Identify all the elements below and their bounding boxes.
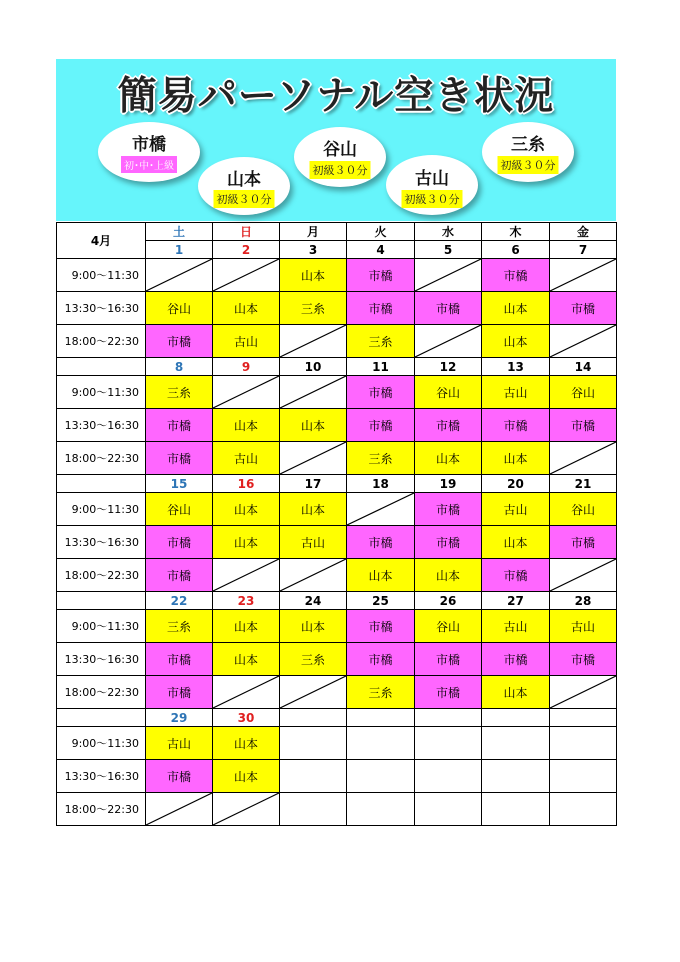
diagonal-line [213, 259, 279, 291]
empty-cell [347, 793, 415, 826]
date-cell: 15 [146, 475, 213, 493]
instructor-slot-cell: 山本 [415, 559, 482, 592]
empty-cell [550, 760, 617, 793]
date-cell: 2 [213, 241, 280, 259]
instructor-slot-cell: 山本 [213, 610, 280, 643]
instructor-slot-cell: 三糸 [280, 643, 347, 676]
instructor-slot-cell: 市橋 [146, 676, 213, 709]
unavailable-cell [213, 259, 280, 292]
instructor-slot-cell: 市橋 [415, 643, 482, 676]
diagonal-line [280, 559, 346, 591]
instructor-bubble-yamamoto [198, 157, 290, 215]
time-slot-label: 9:00～11:30 [57, 259, 146, 292]
date-row-spacer [57, 592, 146, 610]
instructor-slot-cell: 古山 [482, 493, 550, 526]
instructor-slot-cell: 市橋 [347, 526, 415, 559]
time-slot-row [57, 442, 617, 475]
unavailable-cell [550, 442, 617, 475]
unavailable-cell [550, 325, 617, 358]
diagonal-line [146, 259, 212, 291]
date-row [57, 709, 617, 727]
time-slot-label: 9:00～11:30 [57, 727, 146, 760]
instructor-slot-cell: 山本 [213, 760, 280, 793]
instructor-slot-cell: 三糸 [146, 610, 213, 643]
time-slot-row [57, 493, 617, 526]
instructor-slot-cell: 三糸 [347, 676, 415, 709]
date-cell: 23 [213, 592, 280, 610]
date-cell: 29 [146, 709, 213, 727]
instructor-slot-cell: 市橋 [482, 409, 550, 442]
instructor-slot-cell: 三糸 [280, 292, 347, 325]
instructor-slot-cell: 古山 [213, 325, 280, 358]
date-cell: 11 [347, 358, 415, 376]
instructor-slot-cell: 市橋 [146, 442, 213, 475]
diagonal-line [415, 259, 481, 291]
empty-cell [550, 727, 617, 760]
instructor-slot-cell: 谷山 [415, 610, 482, 643]
date-cell: 12 [415, 358, 482, 376]
date-cell: 4 [347, 241, 415, 259]
empty-cell [347, 727, 415, 760]
empty-cell [280, 727, 347, 760]
instructor-slot-cell: 山本 [213, 643, 280, 676]
instructor-slot-cell: 三糸 [347, 325, 415, 358]
diagonal-line [550, 676, 616, 708]
time-slot-row [57, 643, 617, 676]
unavailable-cell [280, 442, 347, 475]
time-slot-row [57, 793, 617, 826]
unavailable-cell [213, 559, 280, 592]
diagonal-line [213, 376, 279, 408]
unavailable-cell [347, 493, 415, 526]
date-cell: 5 [415, 241, 482, 259]
instructor-slot-cell: 市橋 [415, 292, 482, 325]
date-cell: 26 [415, 592, 482, 610]
diagonal-line [280, 676, 346, 708]
empty-cell [415, 727, 482, 760]
date-cell: 18 [347, 475, 415, 493]
instructor-bubble-ichihashi [98, 122, 200, 182]
unavailable-cell [550, 676, 617, 709]
instructor-slot-cell: 山本 [213, 526, 280, 559]
date-cell: 10 [280, 358, 347, 376]
time-slot-label: 9:00～11:30 [57, 610, 146, 643]
weekday-2: 日 [213, 223, 280, 241]
instructor-slot-cell: 市橋 [347, 259, 415, 292]
instructor-slot-cell: 市橋 [415, 493, 482, 526]
instructor-slot-cell: 古山 [482, 376, 550, 409]
instructor-slot-cell: 市橋 [550, 292, 617, 325]
date-cell: 22 [146, 592, 213, 610]
date-cell: 21 [550, 475, 617, 493]
instructor-slot-cell: 山本 [347, 559, 415, 592]
empty-cell [415, 760, 482, 793]
date-cell: 1 [146, 241, 213, 259]
time-slot-row [57, 610, 617, 643]
time-slot-label: 13:30～16:30 [57, 643, 146, 676]
instructor-slot-cell: 山本 [213, 493, 280, 526]
unavailable-cell [550, 559, 617, 592]
instructor-bubble-miito [482, 122, 574, 182]
instructor-slot-cell: 市橋 [415, 409, 482, 442]
date-cell: 30 [213, 709, 280, 727]
empty-cell [482, 760, 550, 793]
diagonal-line [213, 676, 279, 708]
date-cell [415, 709, 482, 727]
instructor-slot-cell: 市橋 [146, 760, 213, 793]
weekday-1: 土 [146, 223, 213, 241]
diagonal-line [280, 442, 346, 474]
diagonal-line [280, 376, 346, 408]
date-cell: 6 [482, 241, 550, 259]
unavailable-cell [213, 793, 280, 826]
instructor-slot-cell: 谷山 [550, 493, 617, 526]
date-cell: 14 [550, 358, 617, 376]
instructor-slot-cell: 山本 [482, 442, 550, 475]
unavailable-cell [213, 376, 280, 409]
time-slot-label: 13:30～16:30 [57, 292, 146, 325]
date-cell: 16 [213, 475, 280, 493]
date-cell: 25 [347, 592, 415, 610]
instructor-slot-cell: 市橋 [146, 526, 213, 559]
instructor-bubble-furuyama [386, 155, 478, 215]
instructor-slot-cell: 市橋 [146, 559, 213, 592]
instructor-level-tag: 初級３０分 [402, 190, 463, 208]
instructor-slot-cell: 市橋 [347, 376, 415, 409]
date-cell: 3 [280, 241, 347, 259]
instructor-slot-cell: 山本 [213, 409, 280, 442]
date-row [57, 475, 617, 493]
instructor-slot-cell: 市橋 [415, 526, 482, 559]
date-cell: 13 [482, 358, 550, 376]
instructor-slot-cell: 市橋 [550, 409, 617, 442]
diagonal-line [347, 493, 414, 525]
diagonal-line [213, 559, 279, 591]
unavailable-cell [280, 559, 347, 592]
date-cell: 9 [213, 358, 280, 376]
instructor-slot-cell: 谷山 [550, 376, 617, 409]
unavailable-cell [280, 376, 347, 409]
time-slot-label: 13:30～16:30 [57, 526, 146, 559]
weekday-4: 火 [347, 223, 415, 241]
time-slot-label: 13:30～16:30 [57, 760, 146, 793]
date-cell: 27 [482, 592, 550, 610]
time-slot-label: 18:00～22:30 [57, 676, 146, 709]
instructor-slot-cell: 古山 [280, 526, 347, 559]
instructor-name: 山本 [227, 170, 261, 190]
instructor-name: 三糸 [511, 135, 545, 155]
weekday-6: 木 [482, 223, 550, 241]
date-cell: 20 [482, 475, 550, 493]
time-slot-row [57, 409, 617, 442]
date-cell: 28 [550, 592, 617, 610]
instructor-slot-cell: 谷山 [415, 376, 482, 409]
date-cell [550, 709, 617, 727]
instructor-slot-cell: 山本 [482, 526, 550, 559]
time-slot-row [57, 760, 617, 793]
time-slot-label: 13:30～16:30 [57, 409, 146, 442]
unavailable-cell [550, 259, 617, 292]
weekday-5: 水 [415, 223, 482, 241]
instructor-slot-cell: 山本 [415, 442, 482, 475]
instructor-slot-cell: 山本 [280, 259, 347, 292]
empty-cell [280, 793, 347, 826]
date-cell [347, 709, 415, 727]
date-row-spacer [57, 358, 146, 376]
page-title: 簡易パーソナル空き状況 [117, 74, 555, 119]
date-cell: 19 [415, 475, 482, 493]
availability-table [56, 222, 617, 826]
diagonal-line [280, 325, 346, 357]
time-slot-label: 9:00～11:30 [57, 493, 146, 526]
instructor-slot-cell: 市橋 [550, 643, 617, 676]
month-label: 4月 [57, 223, 146, 259]
time-slot-label: 18:00～22:30 [57, 325, 146, 358]
time-slot-label: 18:00～22:30 [57, 559, 146, 592]
time-slot-row [57, 676, 617, 709]
weekday-3: 月 [280, 223, 347, 241]
instructor-slot-cell: 古山 [146, 727, 213, 760]
instructor-slot-cell: 山本 [482, 676, 550, 709]
empty-cell [482, 793, 550, 826]
instructor-slot-cell: 古山 [550, 610, 617, 643]
instructor-slot-cell: 市橋 [550, 526, 617, 559]
instructor-slot-cell: 三糸 [347, 442, 415, 475]
instructor-slot-cell: 市橋 [347, 610, 415, 643]
header-banner [56, 59, 616, 221]
instructor-slot-cell: 谷山 [146, 493, 213, 526]
instructor-slot-cell: 市橋 [146, 325, 213, 358]
unavailable-cell [146, 259, 213, 292]
instructor-name: 谷山 [323, 140, 357, 160]
date-cell: 7 [550, 241, 617, 259]
diagonal-line [550, 325, 616, 357]
time-slot-row [57, 325, 617, 358]
time-slot-row [57, 292, 617, 325]
instructor-bubble-taniyama [294, 127, 386, 187]
instructor-slot-cell: 市橋 [482, 559, 550, 592]
instructor-name: 古山 [415, 169, 449, 189]
diagonal-line [213, 793, 279, 825]
unavailable-cell [415, 259, 482, 292]
instructor-level-tag: 初級３０分 [310, 161, 371, 179]
instructor-slot-cell: 山本 [280, 493, 347, 526]
instructor-slot-cell: 市橋 [347, 292, 415, 325]
time-slot-row [57, 526, 617, 559]
instructor-level-tag: 初級３０分 [498, 156, 559, 174]
unavailable-cell [415, 325, 482, 358]
diagonal-line [550, 559, 616, 591]
diagonal-line [550, 442, 616, 474]
instructor-slot-cell: 山本 [213, 727, 280, 760]
date-row-spacer [57, 709, 146, 727]
empty-cell [280, 760, 347, 793]
date-row-spacer [57, 475, 146, 493]
time-slot-label: 9:00～11:30 [57, 376, 146, 409]
time-slot-label: 18:00～22:30 [57, 793, 146, 826]
unavailable-cell [280, 325, 347, 358]
instructor-slot-cell: 山本 [482, 292, 550, 325]
diagonal-line [550, 259, 616, 291]
time-slot-label: 18:00～22:30 [57, 442, 146, 475]
instructor-level-tag: 初級３０分 [214, 190, 275, 208]
instructor-name: 市橋 [132, 135, 166, 155]
instructor-slot-cell: 山本 [280, 409, 347, 442]
instructor-slot-cell: 市橋 [347, 409, 415, 442]
instructor-slot-cell: 古山 [482, 610, 550, 643]
instructor-slot-cell: 市橋 [415, 676, 482, 709]
instructor-slot-cell: 山本 [280, 610, 347, 643]
empty-cell [482, 727, 550, 760]
empty-cell [347, 760, 415, 793]
date-cell: 17 [280, 475, 347, 493]
diagonal-line [146, 793, 212, 825]
time-slot-row [57, 376, 617, 409]
date-cell: 8 [146, 358, 213, 376]
instructor-slot-cell: 市橋 [347, 643, 415, 676]
instructor-slot-cell: 山本 [213, 292, 280, 325]
instructor-slot-cell: 古山 [213, 442, 280, 475]
weekday-header-row [57, 223, 617, 241]
date-cell: 24 [280, 592, 347, 610]
weekday-7: 金 [550, 223, 617, 241]
instructor-slot-cell: 三糸 [146, 376, 213, 409]
date-row [57, 358, 617, 376]
unavailable-cell [213, 676, 280, 709]
date-cell [280, 709, 347, 727]
empty-cell [415, 793, 482, 826]
diagonal-line [415, 325, 481, 357]
empty-cell [550, 793, 617, 826]
instructor-slot-cell: 市橋 [482, 259, 550, 292]
date-row [57, 592, 617, 610]
instructor-slot-cell: 市橋 [146, 409, 213, 442]
time-slot-row [57, 559, 617, 592]
time-slot-row [57, 259, 617, 292]
time-slot-row [57, 727, 617, 760]
instructor-slot-cell: 市橋 [146, 643, 213, 676]
instructor-level-tag: 初･中･上級 [121, 156, 177, 173]
instructor-slot-cell: 山本 [482, 325, 550, 358]
instructor-slot-cell: 市橋 [482, 643, 550, 676]
unavailable-cell [280, 676, 347, 709]
unavailable-cell [146, 793, 213, 826]
instructor-slot-cell: 谷山 [146, 292, 213, 325]
date-cell [482, 709, 550, 727]
